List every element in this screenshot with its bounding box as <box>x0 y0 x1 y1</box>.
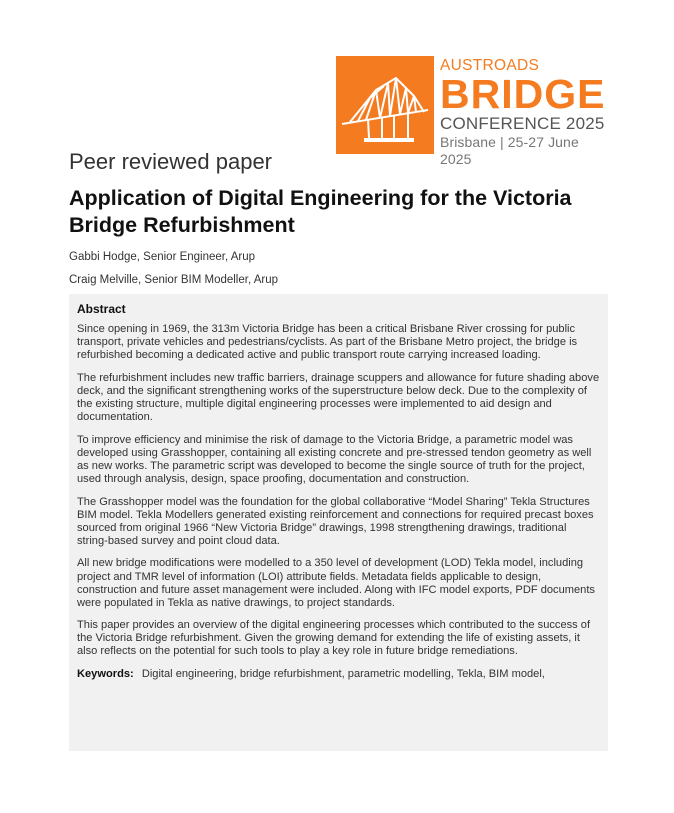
logo-conference-year: CONFERENCE 2025 <box>440 114 605 133</box>
keywords <box>77 668 600 680</box>
bridge-logo-icon <box>336 56 434 154</box>
author-line: Craig Melville, Senior BIM Modeller, Arup <box>69 274 278 286</box>
abstract-box <box>69 294 608 751</box>
abstract-paragraph: To improve efficiency and minimise the risk of damage to the Victoria Bridge, a parametric model was developed using Grasshopper, containing all existing concrete and pre-stressed tendon geometry as well as new works. The parametric script was developed to become the single source of truth for the project, used through analysis, design, space proofing, documentation and construction. <box>77 433 592 485</box>
author-line: Gabbi Hodge, Senior Engineer, Arup <box>69 251 256 263</box>
abstract-paragraph: The refurbishment includes new traffic barriers, drainage scuppers and allowance for future shading above deck, and the significant strengthening works of the superstructure below deck. Due to the complexity of the existing structure, multiple digital engineering processes were implemented to aid design and documentation. <box>77 371 600 424</box>
conference-logo <box>336 56 610 167</box>
abstract-heading: Abstract <box>77 302 126 316</box>
abstract-paragraph: The Grasshopper model was the foundation for the global collaborative “Model Sharing” Tekla Structures BIM model. Tekla Modellers generated existing reinforcement and connections for required precast boxes sourced from original 1966 “New Victoria Bridge” drawings, 1998 strengthening drawings, traditional string-based survey and point cloud data. <box>77 495 594 547</box>
keywords-label: Keywords: <box>77 668 134 681</box>
logo-location-date: Brisbane | 25-27 June 2025 <box>440 134 579 167</box>
paper-type-label: Peer reviewed paper <box>69 149 273 174</box>
logo-event-name: BRIDGE <box>440 71 606 117</box>
abstract-paragraph: All new bridge modifications were modelled to a 350 level of development (LOD) Tekla model, including project and TMR level of information (LOI) attribute fields. Metadata fields applicable to design, construction and future asset management were included. Along with IFC model exports, PDF documents were populated in Tekla as native drawings, to project standards. <box>77 557 595 609</box>
paper-title: Application of Digital Engineering for the Victoria Bridge Refurbishment <box>69 186 572 237</box>
keywords-list: Digital engineering, bridge refurbishment, parametric modelling, Tekla, BIM model, <box>141 668 545 681</box>
abstract-paragraph: This paper provides an overview of the digital engineering processes which contributed to the success of the Victoria Bridge refurbishment. Given the growing demand for extending the life of existing assets, it also reflects on the potential for such tools to play a key role in future bridge remediations. <box>77 619 591 658</box>
logo-organisation: AUSTROADS <box>440 57 540 74</box>
abstract-paragraph: Since opening in 1969, the 313m Victoria Bridge has been a critical Brisbane River crossing for public transport, private vehicles and pedestrians/cyclists. As part of the Brisbane Metro project, the bridge is refurbished becoming a dedicated active and public transport route carrying increased loading. <box>77 323 578 362</box>
logo-text <box>440 56 612 168</box>
